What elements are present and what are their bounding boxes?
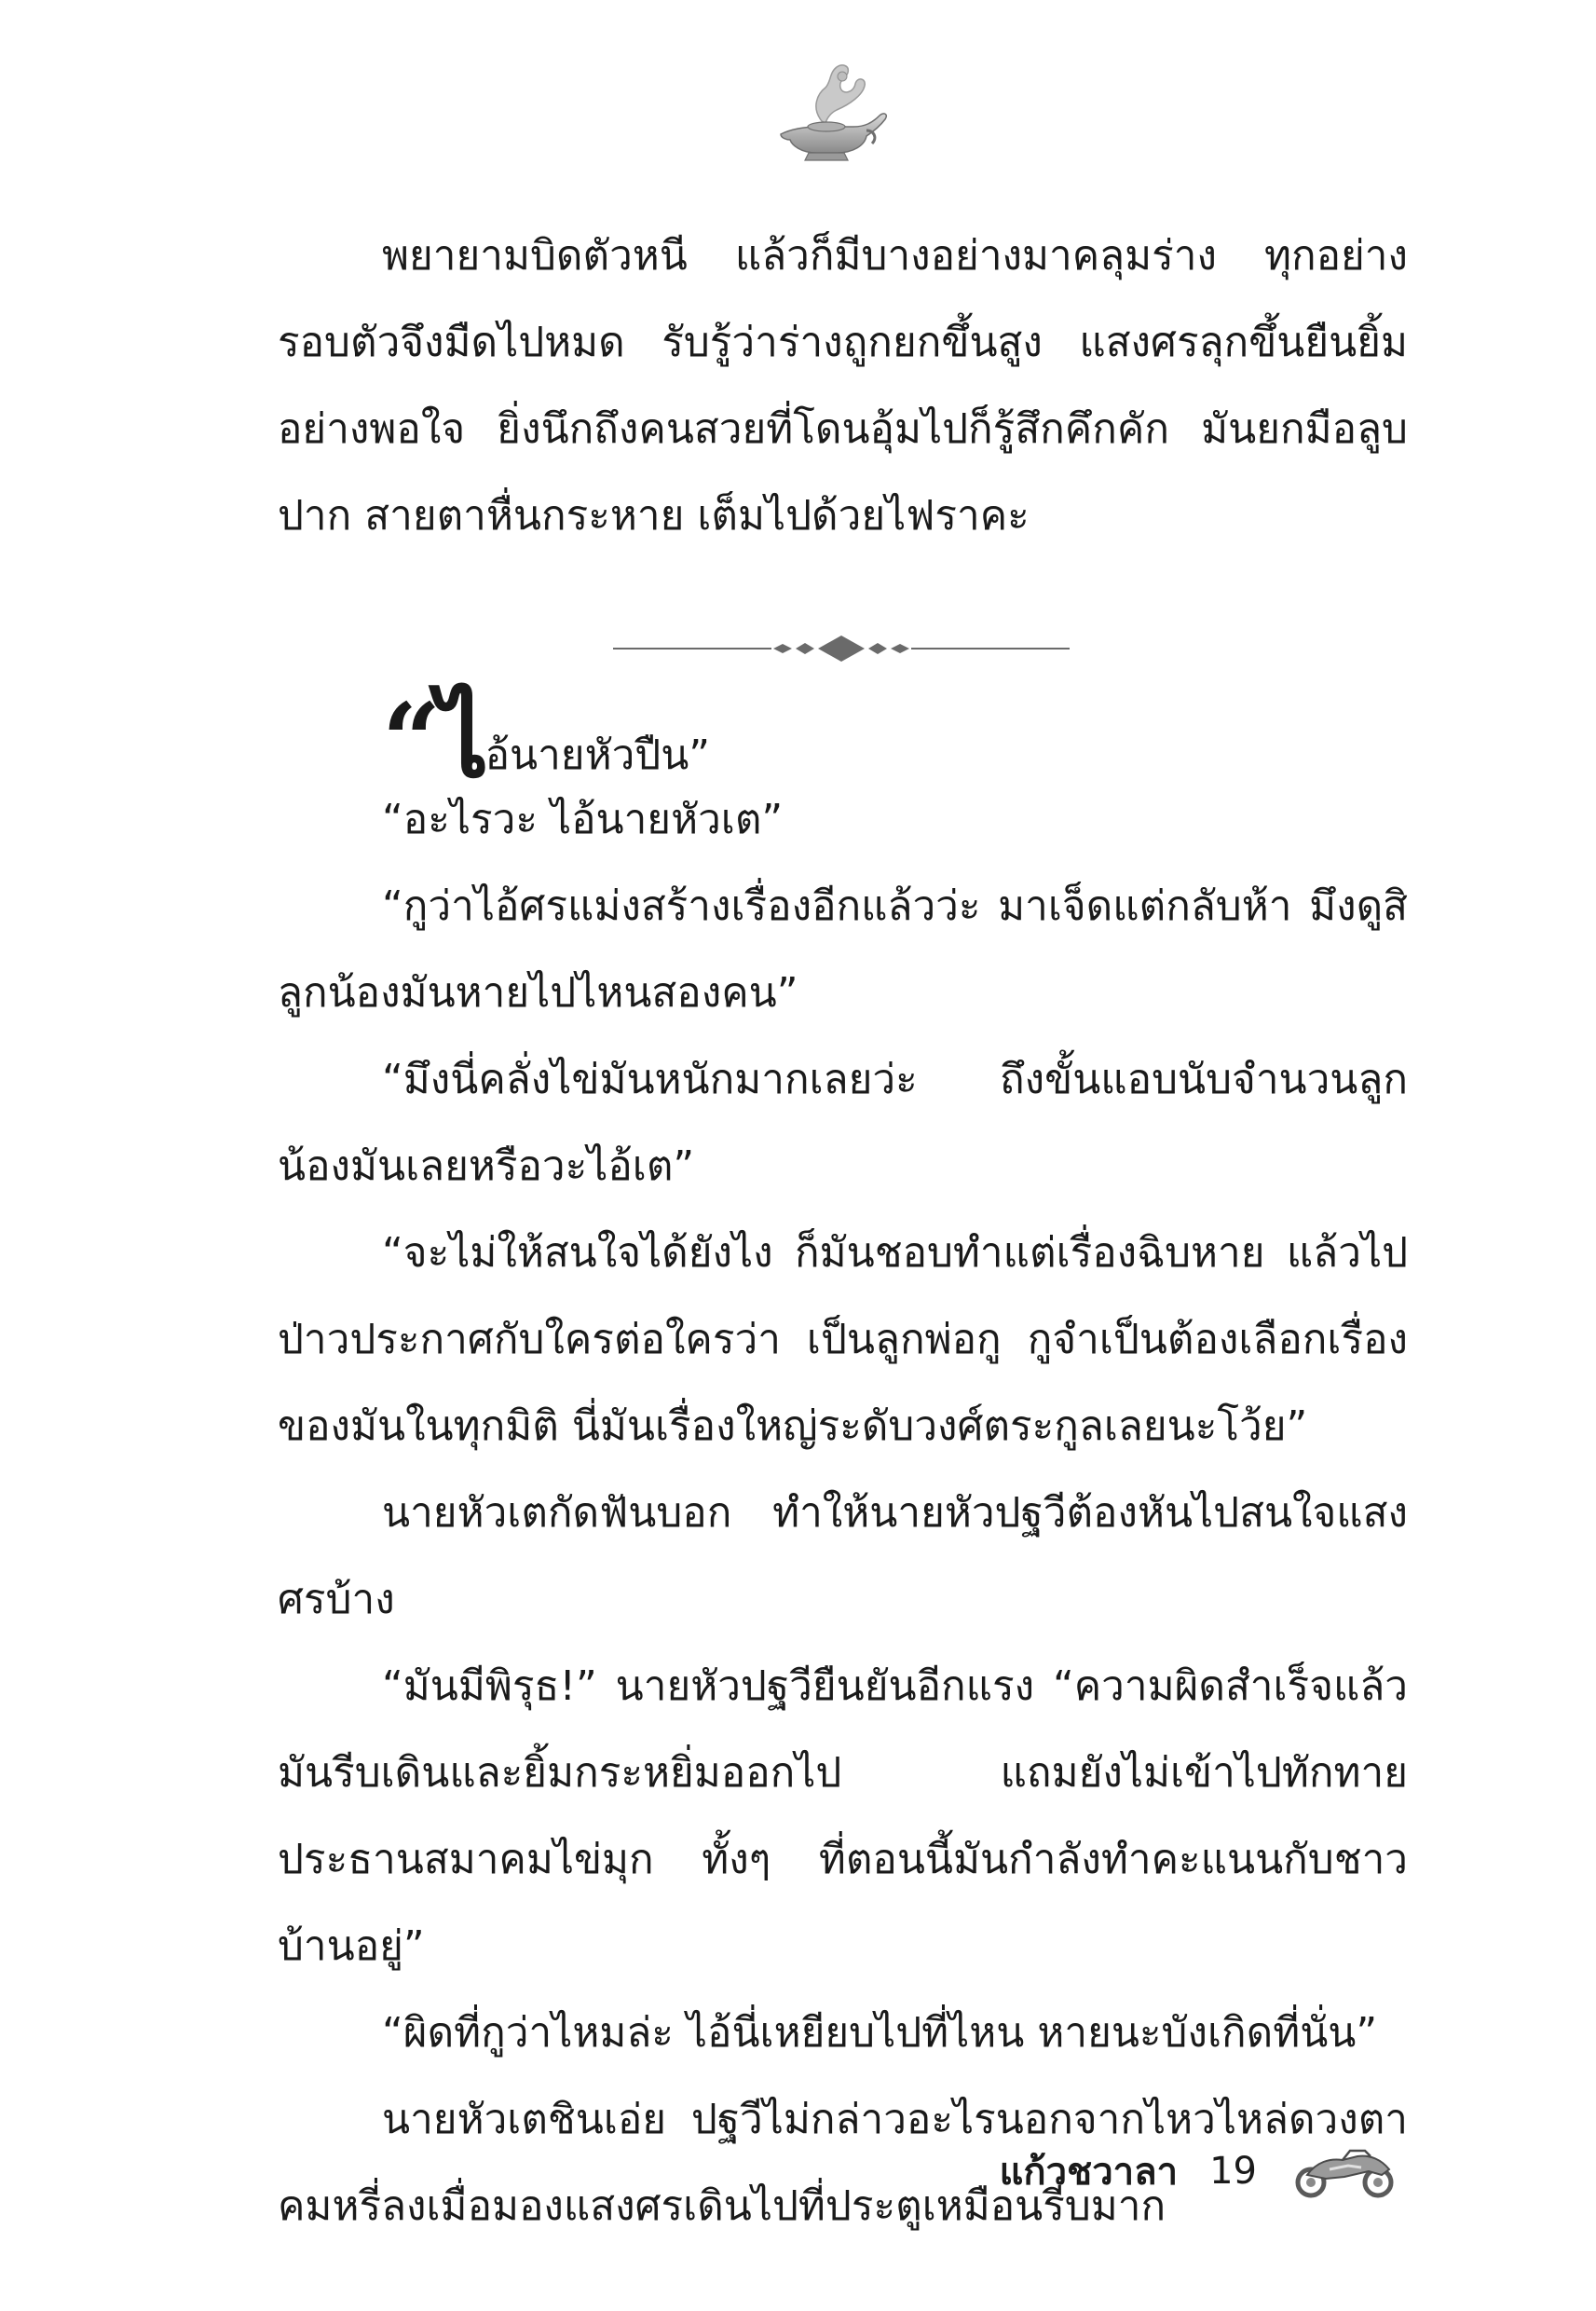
page-footer (1000, 2141, 1400, 2201)
motorcycle-icon (1289, 2143, 1400, 2199)
paragraph: “อะไรวะ ไอ้นายหัวเต” (382, 796, 784, 843)
paragraph: พยายามบิดตัวหนี แล้วก็มีบางอย่างมาคลุมร่าง ทุกอย่างรอบตัวจึงมืดไปหมด รับรู้ว่าร่างถูกยกขึ้นสูง แสงศรลุกขึ้นยืนยิ้มอย่างพอใจ ยิ่งนึกถึงคนสวยที่โดนอุ้มไปก็รู้สึกคึกคัก มันยกมือลูบปาก สายตาหื่นกระหาย เต็มไปด้วยไฟราคะ (278, 232, 1408, 540)
paragraph: “มันมีพิรุธ!” นายหัวปฐวียืนยันอีกแรง “ความผิดสำเร็จแล้วมันรีบเดินและยิ้มกระหยิ่มออกไป แถมยังไม่เข้าไปทักทายประธานสมาคมไข่มุก ทั้งๆ ที่ตอนนี้มันกำลังทำคะแนนกับชาวบ้านอยู่” (278, 1662, 1408, 1970)
paragraph: “ผิดที่กูว่าไหมล่ะ ไอ้นี่เหยียบไปที่ไหน หายนะบังเกิดที่นั่น” (382, 2009, 1378, 2057)
dropcap-line (278, 680, 1408, 800)
paragraph: “กูว่าไอ้ศรแม่งสร้างเรื่องอีกแล้วว่ะ มาเจ็ดแต่กลับห้า มึงดูสิลูกน้องมันหายไปไหนสองคน” (278, 882, 1408, 1017)
page-number: 19 (1209, 2150, 1257, 2193)
paragraph: “มึงนี่คลั่งไข่มันหนักมากเลยว่ะ ถึงขั้นแอบนับจำนวนลูกน้องมันเลยหรือวะไอ้เต” (278, 1056, 1408, 1190)
genie-lamp-icon (764, 56, 894, 168)
first-line-text: อ้นายหัวปืน” (484, 732, 711, 779)
section-1 (278, 212, 1408, 559)
section-2 (278, 680, 1408, 2249)
book-title: แก้วชวาลา (999, 2151, 1179, 2194)
paragraph: “จะไม่ให้สนใจได้ยังไง ก็มันชอบทำแต่เรื่องฉิบหาย แล้วไปป่าวประกาศกับใครต่อใครว่า เป็นลูกพ่อกู กูจำเป็นต้องเลือกเรื่องของมันในทุกมิติ นี่มันเรื่องใหญ่ระดับวงศ์ตระกูลเลยนะโว้ย” (278, 1229, 1408, 1450)
paragraph: นายหัวเตชินเอ่ย ปฐวีไม่กล่าวอะไรนอกจากไหวไหล่ดวงตาคมหรี่ลงเมื่อมองแสงศรเดินไปที่ประตูเหมือนรีบมาก (278, 2096, 1408, 2230)
dropcap: “ไ (382, 680, 485, 800)
diamond-divider-icon (613, 630, 1070, 667)
paragraph: นายหัวเตกัดฟันบอก ทำให้นายหัวปฐวีต้องหันไปสนใจแสงศรบ้าง (278, 1489, 1408, 1623)
